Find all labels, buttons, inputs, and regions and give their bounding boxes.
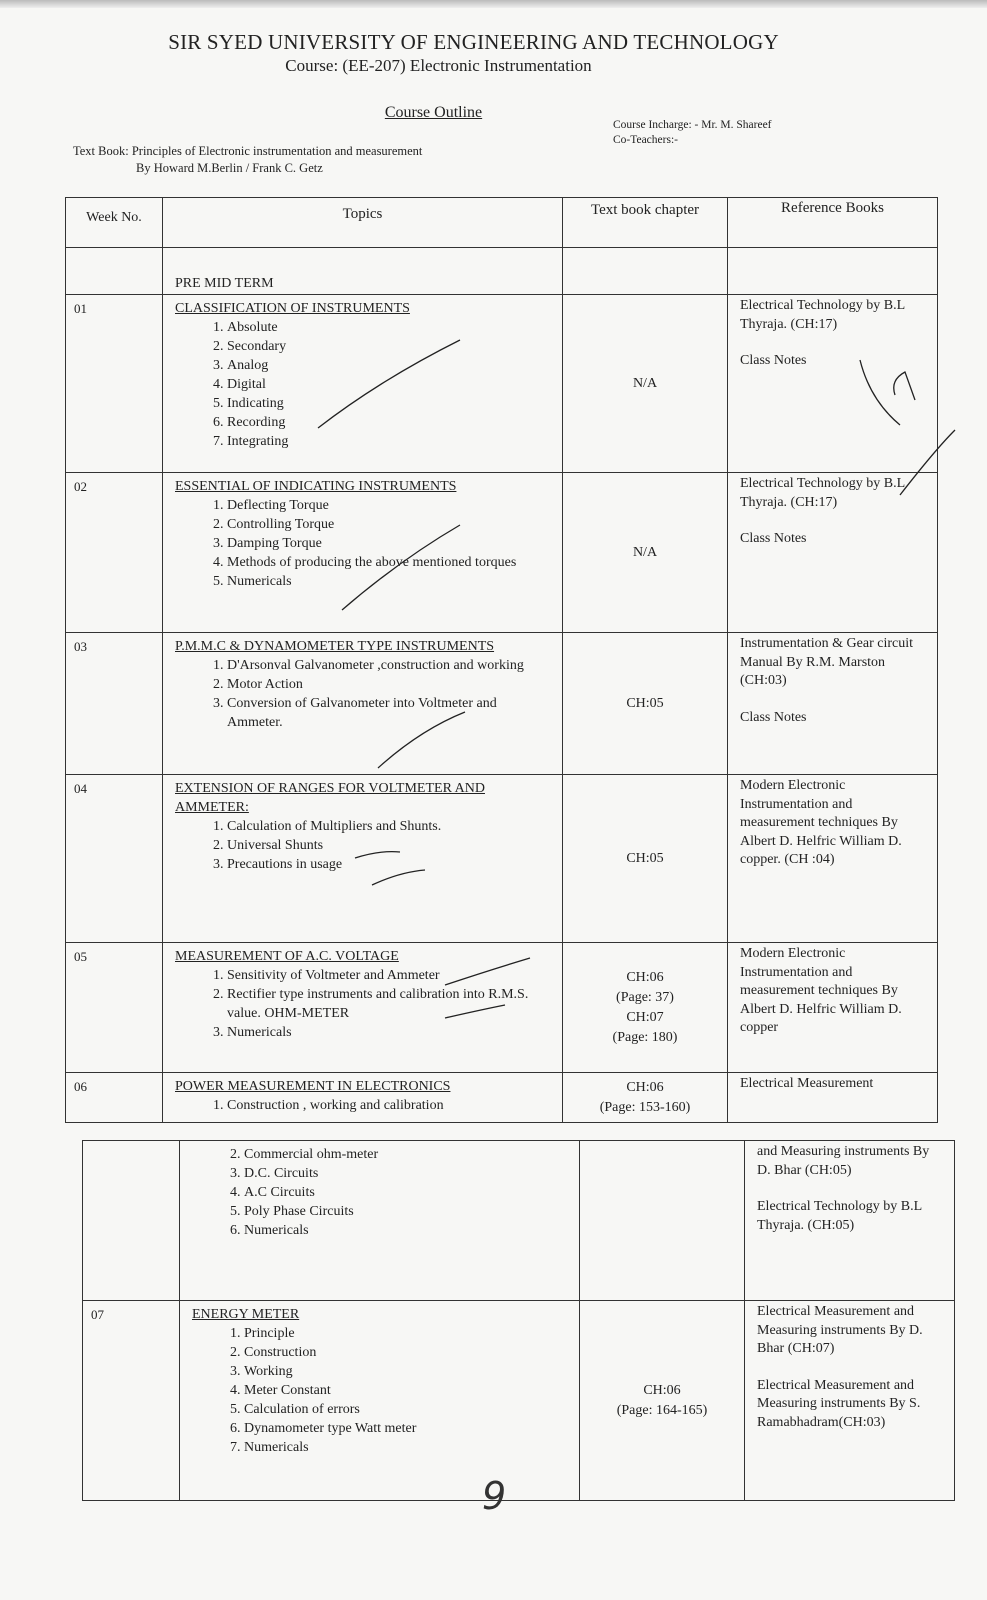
reference-book: Instrumentation & Gear circuit Manual By R.M. Marston (CH:03) <box>740 636 913 688</box>
chapter-ref: (Page: 180) <box>612 1029 678 1045</box>
topic-item: 2. Commercial ohm-meter <box>244 1145 569 1164</box>
chapter-ref: N/A <box>632 544 658 560</box>
week-number: 04 <box>66 775 163 943</box>
topic-item: 3. Numericals <box>227 1023 552 1042</box>
reference-book: Electrical Technology by B.L Thyraja. (CH:05) <box>757 1199 922 1233</box>
chapter-ref: CH:05 <box>626 850 664 866</box>
topic-item: 6. Recording <box>227 413 552 432</box>
reference-book: Modern Electronic Instrumentation and measurement techniques By Albert D. Helfric William D. copper. (CH :04) <box>740 778 902 867</box>
reference-book: Electrical Technology by B.L Thyraja. (CH:17) <box>740 298 905 332</box>
topic-item: 3. Precautions in usage <box>227 855 552 874</box>
textbook-title: Text Book: Principles of Electronic instrumentation and measurement <box>73 144 423 158</box>
topic-item: 3. Damping Torque <box>227 534 552 553</box>
topic-item: 7. Integrating <box>227 432 552 451</box>
topic-item: 1. Absolute <box>227 318 552 337</box>
textbook-authors: By Howard M.Berlin / Frank C. Getz <box>136 161 323 175</box>
reference-book: Class Notes <box>740 531 807 546</box>
topic-item: 3. Working <box>244 1362 569 1381</box>
chapter-ref: CH:06 <box>626 969 664 985</box>
topic-item: 4. Methods of producing the above mentioned torques <box>227 553 552 572</box>
page-number: 9 <box>482 1474 507 1518</box>
header-references: Reference Books <box>728 198 938 248</box>
topic-title: CLASSIFICATION OF INSTRUMENTS <box>175 301 410 316</box>
topic-item: 1. Principle <box>244 1324 569 1343</box>
university-name: SIR SYED UNIVERSITY OF ENGINEERING AND TECHNOLOGY <box>168 30 779 54</box>
chapter-ref: (Page: 153-160) <box>599 1099 691 1115</box>
topic-item: 5. Numericals <box>227 572 552 591</box>
topic-item: 2. Rectifier type instruments and calibration into R.M.S. value. OHM-METER <box>227 985 552 1023</box>
topic-item: 5. Calculation of errors <box>244 1400 569 1419</box>
week-number: 07 <box>83 1301 180 1501</box>
chapter-ref: CH:06 <box>643 1382 681 1398</box>
topic-item: 3. D.C. Circuits <box>244 1164 569 1183</box>
week-number: 05 <box>66 943 163 1073</box>
topic-title: ESSENTIAL OF INDICATING INSTRUMENTS <box>175 479 457 494</box>
chapter-ref: N/A <box>632 375 658 391</box>
topic-item: 7. Numericals <box>244 1438 569 1457</box>
header-week: Week No. <box>66 198 163 248</box>
header-chapter: Text book chapter <box>563 198 728 248</box>
topic-item: 1. Sensitivity of Voltmeter and Ammeter <box>227 966 552 985</box>
topic-item: 2. Universal Shunts <box>227 836 552 855</box>
section-label-pre-mid-term: PRE MID TERM <box>175 276 274 291</box>
topic-title: POWER MEASUREMENT IN ELECTRONICS <box>175 1079 451 1094</box>
co-teachers: Co-Teachers:- <box>613 134 678 146</box>
topic-item: 1. Construction , working and calibration <box>227 1096 552 1115</box>
header-topics: Topics <box>163 198 563 248</box>
topic-title: ENERGY METER <box>192 1307 300 1322</box>
topic-item: 2. Construction <box>244 1343 569 1362</box>
topic-item: 6. Numericals <box>244 1221 569 1240</box>
week-number: 06 <box>66 1073 163 1123</box>
week-number: 02 <box>66 473 163 633</box>
reference-book: and Measuring instruments By D. Bhar (CH:05) <box>757 1144 930 1178</box>
week-number: 03 <box>66 633 163 775</box>
topic-item: 1. Calculation of Multipliers and Shunts. <box>227 817 552 836</box>
reference-book: Electrical Measurement <box>740 1076 874 1091</box>
topic-item: 2. Controlling Torque <box>227 515 552 534</box>
reference-book: Electrical Measurement and Measuring instruments By D. Bhar (CH:07) <box>757 1304 923 1356</box>
topic-item: 4. A.C Circuits <box>244 1183 569 1202</box>
topic-item: 3. Conversion of Galvanometer into Voltmeter and Ammeter. <box>227 694 552 732</box>
reference-book: Electrical Technology by B.L Thyraja. (CH:17) <box>740 476 905 510</box>
course-title: Course: (EE-207) Electronic Instrumentation <box>285 56 592 75</box>
topic-item: 2. Secondary <box>227 337 552 356</box>
chapter-ref: (Page: 37) <box>616 989 674 1005</box>
topic-item: 6. Dynamometer type Watt meter <box>244 1419 569 1438</box>
topic-item: 3. Analog <box>227 356 552 375</box>
topic-title: EXTENSION OF RANGES FOR VOLTMETER AND AMMETER: <box>175 781 485 815</box>
topic-title: P.M.M.C & DYNAMOMETER TYPE INSTRUMENTS <box>175 639 495 654</box>
topic-item: 5. Indicating <box>227 394 552 413</box>
chapter-ref: (Page: 164-165) <box>616 1402 708 1418</box>
reference-book: Electrical Measurement and Measuring instruments By S. Ramabhadram(CH:03) <box>757 1377 921 1430</box>
chapter-ref: CH:07 <box>626 1009 664 1025</box>
outline-heading-text: Course Outline <box>384 104 483 121</box>
week-number: 01 <box>66 295 163 473</box>
reference-book: Modern Electronic Instrumentation and measurement techniques By Albert D. Helfric William D. copper <box>740 946 902 1035</box>
topic-item: 2. Motor Action <box>227 675 552 694</box>
course-incharge: Course Incharge: - Mr. M. Shareef <box>613 119 772 131</box>
reference-book: Class Notes <box>740 353 807 368</box>
topic-item: 1. D'Arsonval Galvanometer ,construction and working <box>227 656 552 675</box>
chapter-ref: CH:06 <box>626 1079 664 1095</box>
topic-item: 1. Deflecting Torque <box>227 496 552 515</box>
reference-book: Class Notes <box>740 709 807 725</box>
topic-title: MEASUREMENT OF A.C. VOLTAGE <box>175 949 399 964</box>
chapter-ref: CH:05 <box>626 695 664 711</box>
topic-item: 5. Poly Phase Circuits <box>244 1202 569 1221</box>
topic-item: 4. Digital <box>227 375 552 394</box>
topic-item: 4. Meter Constant <box>244 1381 569 1400</box>
